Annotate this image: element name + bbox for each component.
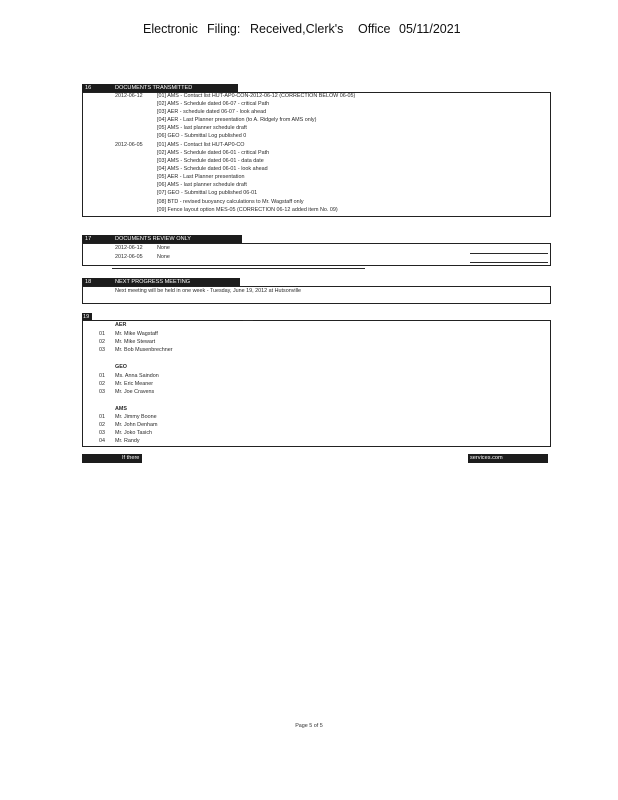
review-value: None [157,245,170,251]
document-item: [08] BTD - revised buoyancy calculations to Mr. Wagstaff only [157,199,304,205]
person-number: 02 [99,381,105,387]
section-16-header [82,84,238,92]
person-name: Mr. Mike Wagstaff [115,331,158,337]
person-name: Ms. Anna Saindon [115,373,159,379]
footer-note-right: services.com [470,455,503,461]
document-item: [09] Fence layout option MES-05 (CORRECTION 06-12 added item No. 09) [157,207,338,213]
org-name: AER [115,322,127,328]
review-date: 2012-06-05 [115,254,143,260]
rule [243,320,253,321]
person-number: 03 [99,430,105,436]
header-word: Received,Clerk's [250,22,344,36]
section-number: 19 [83,314,90,320]
document-item: [04] AER - Last Planner presentation (to A. Ridgely from AMS only) [157,117,317,123]
next-meeting-text: Next meeting will be held in one week - Tuesday, June 19, 2012 at Hutsonville [115,288,301,294]
document-item: [01] AMS - Contact list HUT-AP0-CON-2012-06-12 (CORRECTION BELOW 06-05) [157,93,356,99]
person-name: Mr. Jimmy Boone [115,414,157,420]
document-item: [06] AMS - last planner schedule draft [157,182,247,188]
document-item: [01] AMS - Contact list HUT-AP0-CO [157,142,245,148]
review-value: None [157,254,170,260]
group-date: 2012-06-05 [115,142,143,148]
document-item: [02] AMS - Schedule dated 06-07 - critical Path [157,101,270,107]
person-number: 01 [99,331,105,337]
section-title: DOCUMENTS REVIEW ONLY [115,236,192,242]
header-date: 05/11/2021 [399,22,461,36]
section-16-box [82,92,551,217]
person-name: Mr. Bob Musenbrechner [115,347,173,353]
rule [112,268,365,269]
group-date: 2012-06-12 [115,93,143,99]
document-item: [04] AMS - Schedule dated 06-01 - look ahead [157,166,268,172]
document-item: [02] AMS - Schedule dated 06-01 - critical Path [157,150,270,156]
section-17-header [82,235,242,243]
person-name: Mr. John Denham [115,422,158,428]
person-number: 01 [99,414,105,420]
person-number: 02 [99,422,105,428]
rule [470,262,548,263]
section-number: 18 [85,279,92,285]
document-item: [06] GEO - Submittal Log published 0 [157,133,247,139]
section-18-header [82,278,240,286]
document-item: [03] AMS - Schedule dated 06-01 - data date [157,158,264,164]
person-number: 02 [99,339,105,345]
person-name: Mr. Randy [115,438,140,444]
header-word: Office [358,22,391,36]
section-number: 17 [85,236,92,242]
document-item: [03] AER - schedule dated 06-07 - look ahead [157,109,267,115]
document-item: [05] AMS - last planner schedule draft [157,125,247,131]
section-19-footer-bar-left [82,454,142,463]
person-number: 04 [99,438,105,444]
filing-stamp-header [0,22,618,38]
document-item: [07] GEO - Submittal Log published 06-01 [157,190,258,196]
section-title: NEXT PROGRESS MEETING [115,279,191,285]
org-name: AMS [115,406,127,412]
rule [470,253,548,254]
org-name: GEO [115,364,127,370]
person-name: Mr. Joko Tasich [115,430,153,436]
section-19-footer-bar-right [468,454,548,463]
header-word: Filing: [207,22,241,36]
person-number: 03 [99,389,105,395]
page-number: Page 5 of 5 [295,723,323,729]
header-word: Electronic [143,22,198,36]
footer-note-left: If there [122,455,140,461]
person-name: Mr. Joe Cravens [115,389,155,395]
person-name: Mr. Eric Meaner [115,381,154,387]
person-name: Mr. Mike Stewart [115,339,156,345]
document-item: [05] AER - Last Planner presentation [157,174,245,180]
review-date: 2012-06-12 [115,245,143,251]
person-number: 03 [99,347,105,353]
section-number: 16 [85,85,92,91]
person-number: 01 [99,373,105,379]
section-title: DOCUMENTS TRANSMITTED [115,85,193,91]
